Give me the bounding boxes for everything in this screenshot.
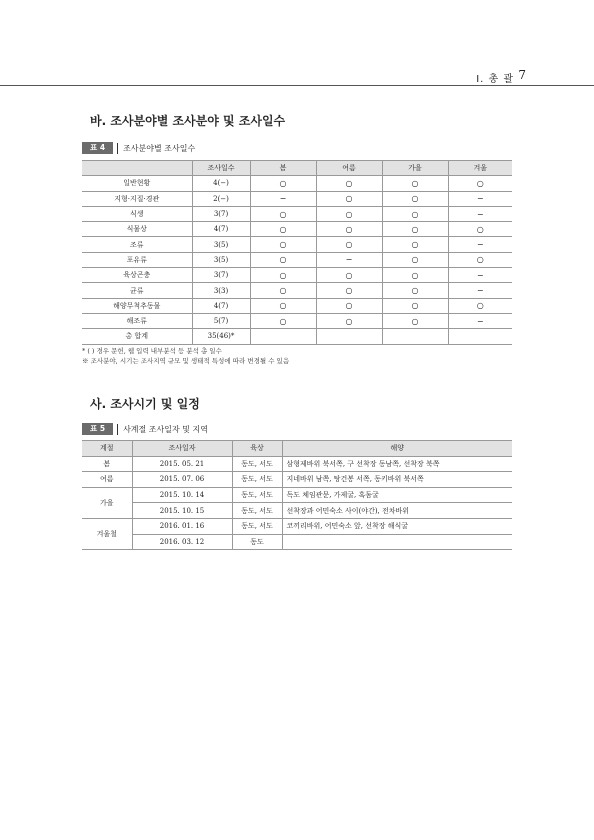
table-row xyxy=(82,503,512,519)
days-cell: 4(−) xyxy=(192,176,250,191)
land-cell: 동도, 서도 xyxy=(232,472,282,488)
winter-cell: − xyxy=(448,313,512,328)
survey-days-table xyxy=(82,160,512,345)
days-cell: 3(7) xyxy=(192,206,250,221)
field-cell: 포유류 xyxy=(82,252,192,267)
header-cell xyxy=(82,161,192,176)
table5-badge: 표 5 xyxy=(82,423,113,435)
table4-badge: 표 4 xyxy=(82,142,113,154)
table-row xyxy=(82,268,512,283)
date-cell: 2015. 05. 21 xyxy=(132,456,232,472)
autumn-cell: ○ xyxy=(382,313,448,328)
table-row xyxy=(82,313,512,328)
land-cell: 동도, 서도 xyxy=(232,487,282,503)
season-cell: 가을 xyxy=(82,487,132,518)
page-number: 7 xyxy=(518,68,526,82)
table-row xyxy=(82,191,512,206)
table-row xyxy=(82,472,512,488)
land-cell: 동도, 서도 xyxy=(232,518,282,534)
spring-cell: ○ xyxy=(250,206,316,221)
days-cell: 2(−) xyxy=(192,191,250,206)
header-cell: 봄 xyxy=(250,161,316,176)
winter-cell: ○ xyxy=(448,252,512,267)
field-cell: 해조류 xyxy=(82,313,192,328)
autumn-cell: ○ xyxy=(382,237,448,252)
autumn-cell: ○ xyxy=(382,206,448,221)
section-title-ba: 바. 조사분야별 조사분야 및 조사일수 xyxy=(90,114,286,128)
caption-divider xyxy=(117,424,118,435)
summer-cell: − xyxy=(316,252,382,267)
land-cell: 동도, 서도 xyxy=(232,456,282,472)
summer-cell: ○ xyxy=(316,313,382,328)
winter-cell: ○ xyxy=(448,298,512,313)
table-row xyxy=(82,206,512,221)
winter-cell: − xyxy=(448,191,512,206)
spring-cell: ○ xyxy=(250,176,316,191)
date-cell: 2016. 03. 12 xyxy=(132,534,232,550)
running-header xyxy=(0,70,594,86)
table-header-row xyxy=(82,441,512,457)
spring-cell: − xyxy=(250,191,316,206)
summer-cell: ○ xyxy=(316,268,382,283)
table4-note: ※ 조사분야, 시기는 조사지역 규모 및 생태적 특성에 따라 변경될 수 있음 xyxy=(82,357,290,365)
days-cell: 5(7) xyxy=(192,313,250,328)
header-rule xyxy=(0,85,594,86)
field-cell: 식물상 xyxy=(82,222,192,237)
header-cell: 육상 xyxy=(232,441,282,457)
caption-divider xyxy=(117,143,118,154)
marine-cell: 코끼리바위, 어민숙소 앞, 선착장 해식굴 xyxy=(282,518,512,534)
autumn-cell: ○ xyxy=(382,252,448,267)
autumn-cell: ○ xyxy=(382,176,448,191)
winter-cell: − xyxy=(448,283,512,298)
summer-cell xyxy=(316,329,382,344)
table-row xyxy=(82,176,512,191)
field-cell: 총 합계 xyxy=(82,329,192,344)
autumn-cell: ○ xyxy=(382,298,448,313)
date-cell: 2015. 10. 14 xyxy=(132,487,232,503)
season-cell: 겨울철 xyxy=(82,518,132,549)
days-cell: 3(3) xyxy=(192,283,250,298)
days-cell: 3(5) xyxy=(192,237,250,252)
winter-cell: ○ xyxy=(448,222,512,237)
section-title-sa: 사. 조사시기 및 일정 xyxy=(90,397,200,411)
date-cell: 2016. 01. 16 xyxy=(132,518,232,534)
summer-cell: ○ xyxy=(316,206,382,221)
header-cell: 조사일자 xyxy=(132,441,232,457)
header-cell: 여름 xyxy=(316,161,382,176)
date-cell: 2015. 10. 15 xyxy=(132,503,232,519)
autumn-cell: ○ xyxy=(382,268,448,283)
spring-cell: ○ xyxy=(250,252,316,267)
header-cell: 해양 xyxy=(282,441,512,457)
summer-cell: ○ xyxy=(316,298,382,313)
survey-schedule-table xyxy=(82,440,512,550)
field-cell: 균류 xyxy=(82,283,192,298)
autumn-cell: ○ xyxy=(382,191,448,206)
winter-cell xyxy=(448,329,512,344)
table4-caption-text: 조사분야별 조사일수 xyxy=(123,143,196,153)
days-cell: 35(46)* xyxy=(192,329,250,344)
days-cell: 4(7) xyxy=(192,298,250,313)
table-row xyxy=(82,456,512,472)
summer-cell: ○ xyxy=(316,237,382,252)
table-row xyxy=(82,518,512,534)
winter-cell: − xyxy=(448,206,512,221)
land-cell: 동도 xyxy=(232,534,282,550)
autumn-cell: ○ xyxy=(382,283,448,298)
table-row xyxy=(82,534,512,550)
summer-cell: ○ xyxy=(316,283,382,298)
header-cell: 가을 xyxy=(382,161,448,176)
chapter-title: Ⅰ. 총 괄 xyxy=(476,74,514,85)
winter-cell: − xyxy=(448,237,512,252)
table5-caption xyxy=(82,423,208,435)
summer-cell: ○ xyxy=(316,191,382,206)
season-cell: 여름 xyxy=(82,472,132,488)
table4-note: * ( ) 경우 문헌, 웹 입력 내부분석 등 분석 총 일수 xyxy=(82,347,222,355)
table-header-row xyxy=(82,161,512,176)
spring-cell: ○ xyxy=(250,268,316,283)
field-cell: 식생 xyxy=(82,206,192,221)
table-row xyxy=(82,298,512,313)
autumn-cell xyxy=(382,329,448,344)
marine-cell: 선착장과 어민숙소 사이(야간), 전차바위 xyxy=(282,503,512,519)
land-cell: 동도, 서도 xyxy=(232,503,282,519)
field-cell: 해양무척추동물 xyxy=(82,298,192,313)
season-cell: 봄 xyxy=(82,456,132,472)
summer-cell: ○ xyxy=(316,176,382,191)
spring-cell: ○ xyxy=(250,237,316,252)
spring-cell: ○ xyxy=(250,222,316,237)
marine-cell: 지네바위 남쪽, 탕건봉 서쪽, 동키바위 북서쪽 xyxy=(282,472,512,488)
table-row xyxy=(82,329,512,344)
table-row xyxy=(82,237,512,252)
field-cell: 조류 xyxy=(82,237,192,252)
table5-caption-text: 사계절 조사일자 및 지역 xyxy=(123,424,208,434)
spring-cell: ○ xyxy=(250,313,316,328)
marine-cell: 삼형제바위 북서쪽, 구 선착장 동남쪽, 선착장 북쪽 xyxy=(282,456,512,472)
table-row xyxy=(82,487,512,503)
summer-cell: ○ xyxy=(316,222,382,237)
spring-cell xyxy=(250,329,316,344)
date-cell: 2015. 07. 06 xyxy=(132,472,232,488)
header-cell: 조사일수 xyxy=(192,161,250,176)
spring-cell: ○ xyxy=(250,283,316,298)
marine-cell xyxy=(282,534,512,550)
table-row xyxy=(82,222,512,237)
days-cell: 4(7) xyxy=(192,222,250,237)
table-row xyxy=(82,283,512,298)
winter-cell: − xyxy=(448,268,512,283)
winter-cell: ○ xyxy=(448,176,512,191)
days-cell: 3(7) xyxy=(192,268,250,283)
autumn-cell: ○ xyxy=(382,222,448,237)
header-cell: 겨울 xyxy=(448,161,512,176)
spring-cell: ○ xyxy=(250,298,316,313)
marine-cell: 독도 체임관문, 가제굴, 혹돔굴 xyxy=(282,487,512,503)
days-cell: 3(5) xyxy=(192,252,250,267)
field-cell: 지형·지질·경관 xyxy=(82,191,192,206)
field-cell: 일반현황 xyxy=(82,176,192,191)
table4-caption xyxy=(82,142,195,154)
header-cell: 계절 xyxy=(82,441,132,457)
table-row xyxy=(82,252,512,267)
field-cell: 육상곤충 xyxy=(82,268,192,283)
